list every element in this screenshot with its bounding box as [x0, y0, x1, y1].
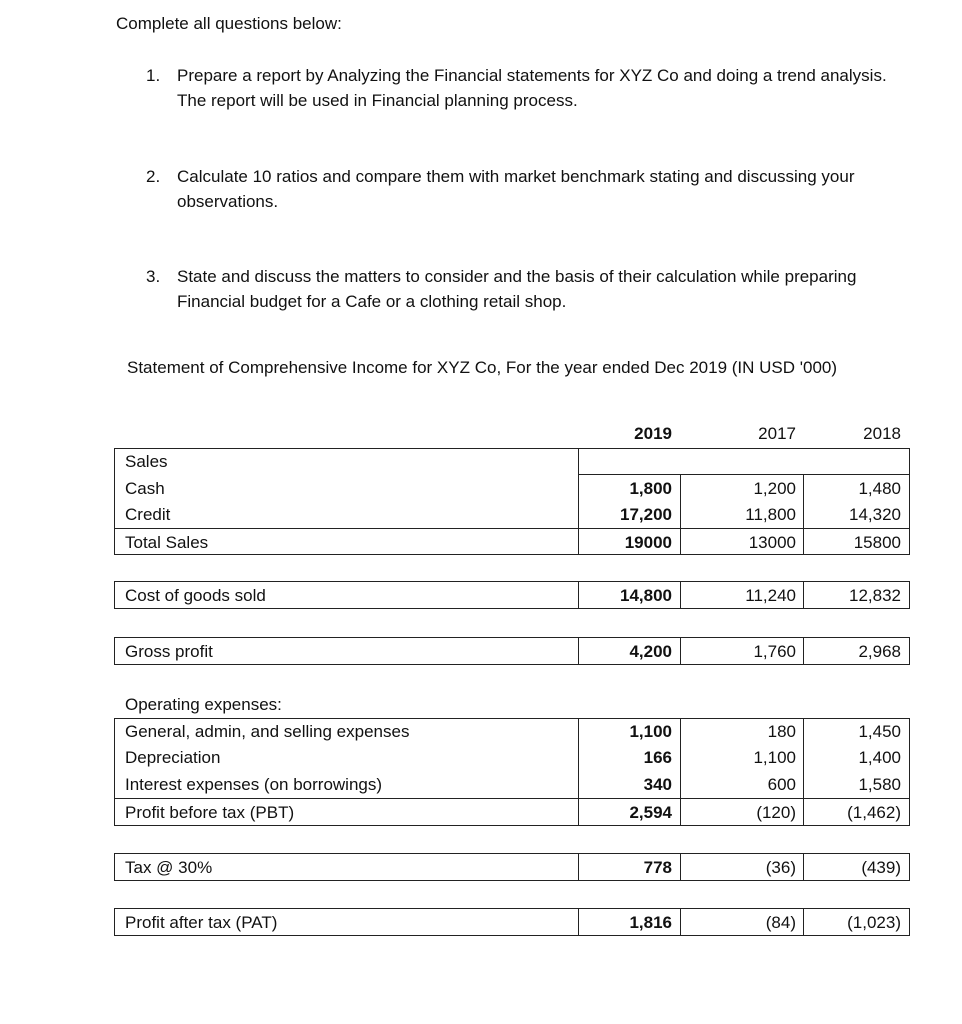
value-2018: (1,023) [847, 913, 901, 932]
row-label: Cash [125, 479, 165, 498]
column-divider [680, 908, 681, 936]
value-2019: 1,100 [629, 722, 672, 741]
row-label: Tax @ 30% [125, 858, 213, 877]
value-2017: 11,240 [745, 586, 796, 605]
question-text: Calculate 10 ratios and compare them with market benchmark stating and discussing your observations. [177, 167, 855, 211]
column-header-2019: 2019 [634, 424, 672, 443]
value-2018: 1,450 [858, 722, 901, 741]
value-2018: 15800 [853, 533, 901, 552]
question-1 [146, 63, 906, 113]
value-2017: (120) [756, 803, 796, 822]
column-divider [803, 637, 804, 665]
column-divider [578, 718, 579, 826]
value-2018: (1,462) [847, 803, 901, 822]
question-number: 3. [146, 267, 161, 286]
value-2019: 778 [643, 858, 672, 877]
column-divider [680, 853, 681, 881]
column-divider [578, 637, 579, 665]
question-text: Prepare a report by Analyzing the Financial statements for XYZ Co and doing a trend analysis. The report will be used in Financial planning process. [177, 66, 887, 110]
column-divider [578, 448, 579, 555]
row-label: Profit after tax (PAT) [125, 913, 278, 932]
value-2019: 4,200 [629, 642, 672, 661]
value-2017: 13000 [748, 533, 796, 552]
value-2018: 1,400 [858, 748, 901, 767]
column-divider [680, 581, 681, 609]
instructions-heading: Complete all questions below: [116, 14, 342, 33]
question-3 [146, 264, 906, 314]
column-header-2017: 2017 [758, 424, 796, 443]
column-divider [578, 908, 579, 936]
column-divider [680, 718, 681, 826]
column-header-2018: 2018 [863, 424, 901, 443]
value-2018: 12,832 [849, 586, 901, 605]
value-2019: 2,594 [629, 803, 672, 822]
column-divider [803, 853, 804, 881]
value-2019: 1,800 [629, 479, 672, 498]
column-divider [680, 474, 681, 555]
value-2018: 14,320 [849, 505, 901, 524]
row-divider [578, 474, 910, 475]
column-divider [803, 908, 804, 936]
row-label: Profit before tax (PBT) [125, 803, 295, 822]
value-2019: 19000 [624, 533, 672, 552]
value-2019: 166 [643, 748, 672, 767]
column-divider [803, 581, 804, 609]
question-number: 2. [146, 167, 161, 186]
column-divider [680, 637, 681, 665]
value-2017: 1,100 [753, 748, 796, 767]
row-label: General, admin, and selling expenses [125, 722, 410, 741]
value-2017: (36) [765, 858, 796, 877]
row-label: Gross profit [125, 642, 213, 661]
row-label: Interest expenses (on borrowings) [125, 775, 383, 794]
value-2019: 1,816 [629, 913, 672, 932]
value-2017: 11,800 [745, 505, 796, 524]
question-2 [146, 164, 906, 214]
statement-title: Statement of Comprehensive Income for XYZ Co, For the year ended Dec 2019 (IN USD '000) [127, 358, 838, 377]
value-2018: (439) [861, 858, 901, 877]
value-2017: 180 [767, 722, 796, 741]
row-label: Credit [125, 505, 171, 524]
column-divider [578, 853, 579, 881]
sales-heading: Sales [125, 452, 168, 471]
value-2017: 1,200 [753, 479, 796, 498]
operating-expenses-heading: Operating expenses: [125, 695, 282, 714]
question-number: 1. [146, 66, 161, 85]
column-divider [803, 718, 804, 826]
value-2018: 1,580 [858, 775, 901, 794]
row-label: Depreciation [125, 748, 221, 767]
row-divider [114, 798, 910, 799]
value-2017: 600 [767, 775, 796, 794]
value-2019: 17,200 [620, 505, 672, 524]
value-2017: 1,760 [753, 642, 796, 661]
value-2018: 2,968 [858, 642, 901, 661]
value-2019: 340 [643, 775, 672, 794]
question-text: State and discuss the matters to consider and the basis of their calculation while preparing Financial budget for a Cafe or a clothing retail shop. [177, 267, 857, 311]
row-divider [114, 528, 910, 529]
row-label: Cost of goods sold [125, 586, 266, 605]
row-label: Total Sales [125, 533, 209, 552]
value-2017: (84) [765, 913, 796, 932]
value-2018: 1,480 [858, 479, 901, 498]
value-2019: 14,800 [620, 586, 672, 605]
column-divider [578, 581, 579, 609]
column-divider [803, 474, 804, 555]
